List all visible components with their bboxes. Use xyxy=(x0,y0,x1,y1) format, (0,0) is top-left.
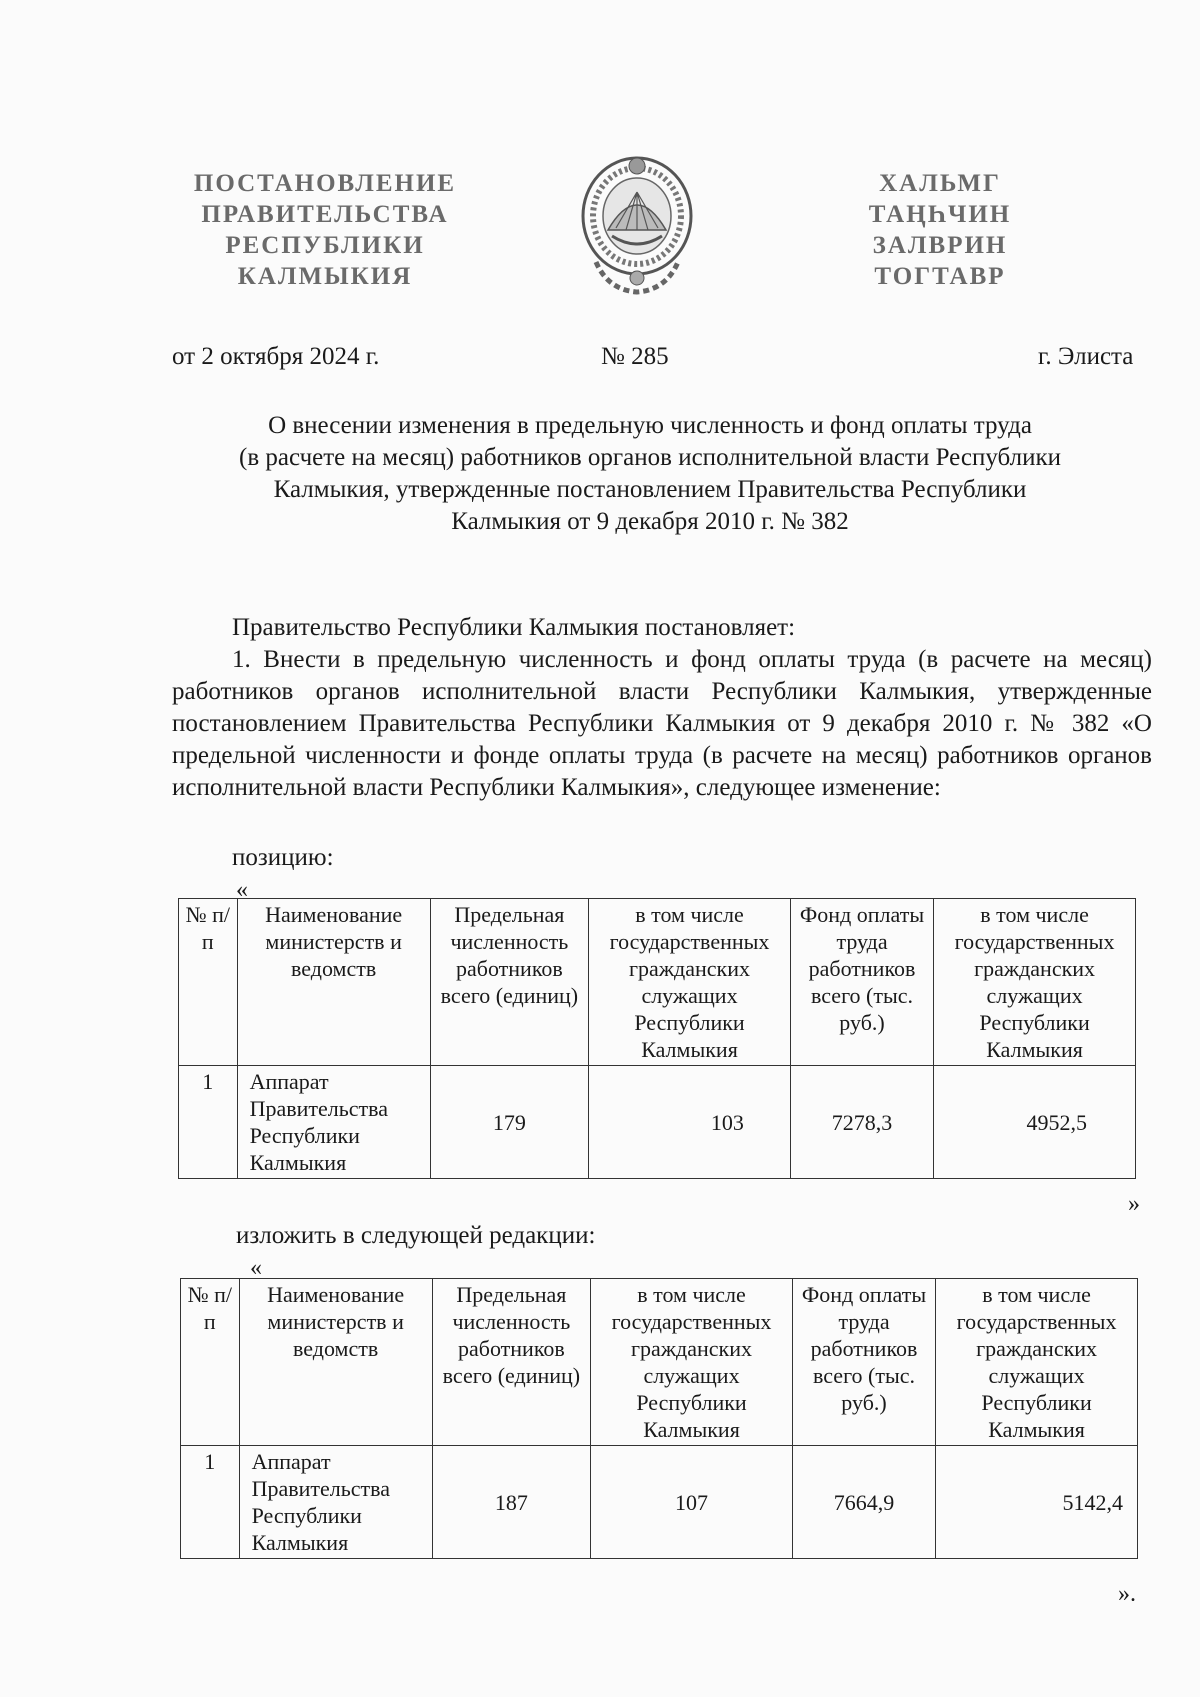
document-date: от 2 октября 2024 г. xyxy=(172,343,380,370)
document-number: № 285 xyxy=(601,343,669,370)
header-cell: в том числе государственных гражданских служащих Республики Калмыкия xyxy=(589,899,791,1066)
header-cell: в том числе государственных гражданских служащих Республики Калмыкия xyxy=(936,1279,1138,1446)
title-line: Калмыкия от 9 декабря 2010 г. № 382 xyxy=(451,508,849,535)
header-cell: № п/п xyxy=(181,1279,240,1446)
quote-close: ». xyxy=(1118,1581,1136,1607)
header-left-line: РЕСПУБЛИКИ xyxy=(225,232,425,259)
row-index: 1 xyxy=(181,1446,240,1559)
table-header-row xyxy=(181,1279,1138,1446)
header-right-line: ТОГТАВР xyxy=(874,263,1006,290)
position-label: позицию: xyxy=(232,844,334,871)
header-right-line: ЗАЛВРИН xyxy=(872,232,1008,259)
row-payroll: 7278,3 xyxy=(790,1066,933,1179)
header-cell: в том числе государственных гражданских служащих Республики Калмыкия xyxy=(934,899,1136,1066)
intro-paragraph: Правительство Республики Калмыкия постановляет: xyxy=(232,614,796,641)
quote-close: » xyxy=(1128,1191,1140,1217)
header-cell: в том числе государственных гражданских служащих Республики Калмыкия xyxy=(591,1279,793,1446)
header-cell: Предельная численность работников всего (единиц) xyxy=(430,899,588,1066)
header-left-line: ПРАВИТЕЛЬСТВА xyxy=(201,201,449,228)
title-line: (в расчете на месяц) работников органов исполнительной власти Республики xyxy=(239,444,1061,471)
item-1-text: 1. Внести в предельную численность и фонд оплаты труда (в расчете на месяц) работников органов исполнительной власти Республики Калмыкия, утвержденные постановлением Правительства Республики Калмыкия от 9 декабря 2010 г. № 382 «О предельной численности и фонде оплаты труда (в расчете на месяц) работников органов исполнительной власти Республики Калмыкия», следующее изменение: xyxy=(172,646,1152,801)
header-cell: Наименование министерств и ведомств xyxy=(237,899,430,1066)
edit-label: изложить в следующей редакции: xyxy=(236,1222,596,1249)
header-cell: Наименование министерств и ведомств xyxy=(239,1279,432,1446)
row-headcount: 179 xyxy=(430,1066,588,1179)
old-position-table xyxy=(178,898,1136,1179)
header-left-line: ПОСТАНОВЛЕНИЕ xyxy=(193,170,457,197)
row-payroll: 7664,9 xyxy=(792,1446,935,1559)
row-name: Аппарат Правительства Республики Калмыкия xyxy=(239,1446,432,1559)
header-right xyxy=(850,168,1030,292)
row-civil-servants: 103 xyxy=(589,1066,791,1179)
header-right-line: ТАҢҺЧИН xyxy=(868,201,1012,228)
document-title xyxy=(170,410,1130,538)
header-right-line: ХАЛЬМГ xyxy=(879,170,1001,197)
coat-of-arms-emblem xyxy=(578,150,696,298)
new-position-table xyxy=(180,1278,1138,1559)
header-cell: Предельная численность работников всего (единиц) xyxy=(432,1279,590,1446)
table-header-row xyxy=(179,899,1136,1066)
title-line: О внесении изменения в предельную численность и фонд оплаты труда xyxy=(268,412,1032,439)
document-city: г. Элиста xyxy=(1038,343,1134,370)
quote-open: « xyxy=(236,877,248,903)
row-headcount: 187 xyxy=(432,1446,590,1559)
title-line: Калмыкия, утвержденные постановлением Правительства Республики xyxy=(273,476,1027,503)
row-civil-servants: 107 xyxy=(591,1446,793,1559)
header-left xyxy=(180,168,470,292)
quote-open: « xyxy=(250,1255,262,1281)
table-row xyxy=(179,1066,1136,1179)
table-row xyxy=(181,1446,1138,1559)
header-cell: Фонд оплаты труда работников всего (тыс. руб.) xyxy=(792,1279,935,1446)
header-cell: № п/п xyxy=(179,899,238,1066)
header-left-line: КАЛМЫКИЯ xyxy=(237,263,413,290)
header-cell: Фонд оплаты труда работников всего (тыс. руб.) xyxy=(790,899,933,1066)
row-civil-payroll: 5142,4 xyxy=(936,1446,1138,1559)
row-index: 1 xyxy=(179,1066,238,1179)
row-civil-payroll: 4952,5 xyxy=(934,1066,1136,1179)
item-1-paragraph xyxy=(172,644,1152,804)
row-name: Аппарат Правительства Республики Калмыкия xyxy=(237,1066,430,1179)
